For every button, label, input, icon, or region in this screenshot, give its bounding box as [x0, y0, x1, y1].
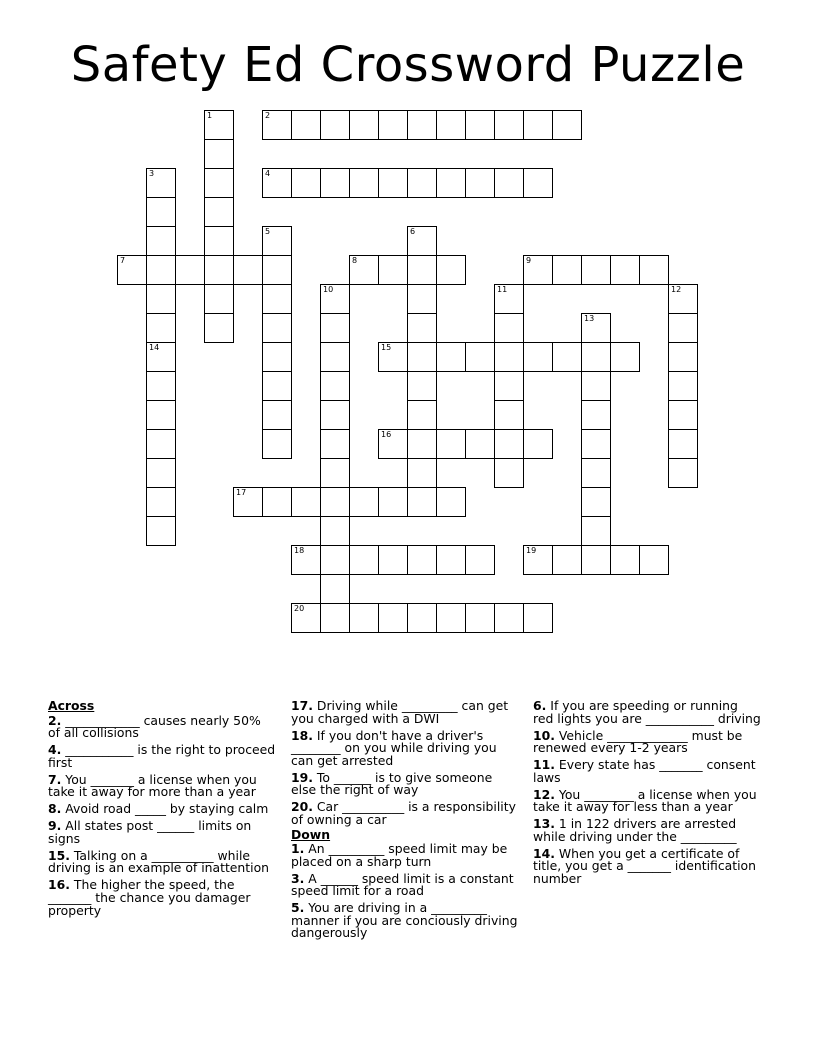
grid-cell[interactable] — [552, 110, 582, 140]
grid-cell[interactable] — [436, 110, 466, 140]
grid-cell[interactable] — [146, 458, 176, 488]
clues-column-1 — [48, 700, 276, 922]
grid-cell[interactable] — [639, 545, 669, 575]
grid-cell[interactable] — [407, 284, 437, 314]
clue-across-8: 8. Avoid road _____ by staying calm — [48, 801, 269, 817]
grid-cell[interactable] — [320, 487, 350, 517]
grid-cell[interactable] — [349, 545, 379, 575]
grid-cell[interactable] — [668, 429, 698, 459]
clues-column-2 — [291, 700, 519, 944]
grid-cell[interactable] — [581, 545, 611, 575]
grid-cell[interactable] — [668, 342, 698, 372]
grid-cell[interactable] — [320, 400, 350, 430]
grid-cell[interactable] — [320, 516, 350, 546]
grid-cell[interactable] — [320, 574, 350, 604]
grid-cell[interactable] — [204, 226, 234, 256]
grid-cell[interactable] — [494, 458, 524, 488]
grid-cell[interactable] — [494, 342, 524, 372]
grid-cell[interactable] — [610, 545, 640, 575]
grid-cell[interactable] — [378, 342, 408, 372]
grid-cell[interactable] — [320, 313, 350, 343]
grid-cell[interactable] — [146, 371, 176, 401]
grid-cell[interactable] — [349, 255, 379, 285]
grid-cell[interactable] — [581, 487, 611, 517]
grid-cell[interactable] — [465, 429, 495, 459]
clue-number-label: 2 — [265, 111, 271, 120]
grid-cell[interactable] — [523, 168, 553, 198]
grid-cell[interactable] — [407, 458, 437, 488]
clue-number-label: 4 — [265, 169, 271, 178]
grid-cell[interactable] — [436, 545, 466, 575]
grid-cell[interactable] — [204, 168, 234, 198]
clue-across-9: 9. All states post ______ limits on signs — [48, 818, 252, 846]
grid-cell[interactable] — [262, 110, 292, 140]
grid-cell[interactable] — [610, 255, 640, 285]
clue-across-20: 20. Car __________ is a responsibility of owning a car — [291, 799, 516, 827]
grid-cell[interactable] — [494, 284, 524, 314]
grid-cell[interactable] — [581, 342, 611, 372]
grid-cell[interactable] — [465, 342, 495, 372]
clue-down-12: 12. You ________ a license when you take it away for less than a year — [533, 786, 757, 815]
grid-cell[interactable] — [320, 110, 350, 140]
grid-cell[interactable] — [494, 313, 524, 343]
page-title: Safety Ed Crossword Puzzle — [70, 37, 746, 93]
grid-cell[interactable] — [465, 603, 495, 633]
clue-number-label: 18 — [294, 546, 305, 555]
clue-number-label: 9 — [526, 256, 532, 265]
grid-cell[interactable] — [146, 400, 176, 430]
grid-cell[interactable] — [523, 545, 553, 575]
grid-cell[interactable] — [465, 168, 495, 198]
clue-number-label: 8 — [352, 256, 358, 265]
grid-cell[interactable] — [407, 342, 437, 372]
grid-cell[interactable] — [668, 400, 698, 430]
grid-cell[interactable] — [262, 168, 292, 198]
grid-cell[interactable] — [146, 516, 176, 546]
grid-cell[interactable] — [349, 487, 379, 517]
grid-cell[interactable] — [581, 255, 611, 285]
grid-cell[interactable] — [291, 545, 321, 575]
grid-cell[interactable] — [349, 603, 379, 633]
grid-cell[interactable] — [668, 371, 698, 401]
grid-cell[interactable] — [117, 255, 147, 285]
grid-cell[interactable] — [378, 168, 408, 198]
grid-cell[interactable] — [494, 400, 524, 430]
grid-cell[interactable] — [233, 487, 263, 517]
grid-cell[interactable] — [552, 545, 582, 575]
grid-cell[interactable] — [494, 110, 524, 140]
clue-across-2: 2. ____________ causes nearly 50% of all collisions — [48, 712, 261, 741]
grid-cell[interactable] — [146, 284, 176, 314]
clue-number-label: 15 — [381, 343, 392, 352]
grid-cell[interactable] — [581, 371, 611, 401]
grid-cell[interactable] — [552, 255, 582, 285]
clue-across-16: 16. The higher the speed, the _______ the chance you damager property — [48, 877, 251, 918]
grid-cell[interactable] — [407, 371, 437, 401]
grid-cell[interactable] — [262, 429, 292, 459]
clue-number-label: 19 — [526, 546, 537, 555]
clue-across-4: 4. ___________ is the right to proceed first — [48, 742, 276, 770]
grid-cell[interactable] — [262, 284, 292, 314]
grid-cell[interactable] — [204, 139, 234, 169]
grid-cell[interactable] — [494, 371, 524, 401]
grid-cell[interactable] — [668, 284, 698, 314]
grid-cell[interactable] — [349, 168, 379, 198]
grid-cell[interactable] — [262, 255, 292, 285]
grid-cell[interactable] — [262, 313, 292, 343]
grid-cell[interactable] — [320, 168, 350, 198]
clue-down-14: 14. When you get a certificate of title, you get a _______ identification number — [533, 845, 756, 887]
grid-cell[interactable] — [204, 197, 234, 227]
grid-cell[interactable] — [320, 603, 350, 633]
grid-cell[interactable] — [407, 487, 437, 517]
clue-across-7: 7. You _______ a license when you take it away for more than a year — [48, 771, 257, 800]
grid-cell[interactable] — [407, 226, 437, 256]
clue-number-label: 3 — [149, 169, 155, 178]
grid-cell[interactable] — [523, 110, 553, 140]
grid-cell[interactable] — [494, 603, 524, 633]
grid-cell[interactable] — [407, 168, 437, 198]
clue-across-18: 18. If you don't have a driver's ________ on you while driving you can get arrested — [291, 727, 497, 768]
clue-number-label: 1 — [207, 111, 213, 120]
grid-cell[interactable] — [378, 487, 408, 517]
grid-cell[interactable] — [465, 545, 495, 575]
across-heading: Across — [48, 698, 95, 713]
clue-down-5: 5. You are driving in a _________ manner if you are conciously driving dangerously — [291, 900, 518, 941]
clue-number-label: 13 — [584, 314, 595, 323]
grid-cell[interactable] — [320, 284, 350, 314]
clue-number-label: 7 — [120, 256, 126, 265]
grid-cell[interactable] — [436, 255, 466, 285]
grid-cell[interactable] — [320, 545, 350, 575]
grid-cell[interactable] — [436, 342, 466, 372]
grid-cell[interactable] — [581, 458, 611, 488]
grid-cell[interactable] — [436, 168, 466, 198]
grid-cell[interactable] — [581, 516, 611, 546]
grid-cell[interactable] — [146, 429, 176, 459]
grid-cell[interactable] — [407, 110, 437, 140]
grid-cell[interactable] — [378, 545, 408, 575]
grid-cell[interactable] — [146, 168, 176, 198]
grid-cell[interactable] — [262, 400, 292, 430]
clue-number-label: 12 — [671, 285, 682, 294]
grid-cell[interactable] — [291, 487, 321, 517]
grid-cell[interactable] — [204, 110, 234, 140]
grid-cell[interactable] — [349, 110, 379, 140]
grid-cell[interactable] — [262, 487, 292, 517]
grid-cell[interactable] — [262, 226, 292, 256]
grid-cell[interactable] — [262, 342, 292, 372]
clue-down-11: 11. Every state has _______ consent laws — [533, 757, 756, 785]
clue-number-label: 20 — [294, 604, 305, 613]
grid-cell[interactable] — [436, 487, 466, 517]
clue-down-13: 13. 1 in 122 drivers are arrested while driving under the _________ — [533, 816, 737, 844]
grid-cell[interactable] — [291, 603, 321, 633]
grid-cell[interactable] — [320, 458, 350, 488]
grid-cell[interactable] — [204, 313, 234, 343]
grid-cell[interactable] — [175, 255, 205, 285]
grid-cell[interactable] — [146, 487, 176, 517]
grid-cell[interactable] — [204, 284, 234, 314]
grid-cell[interactable] — [378, 255, 408, 285]
clue-number-label: 6 — [410, 227, 416, 236]
grid-cell[interactable] — [523, 429, 553, 459]
grid-cell[interactable] — [668, 458, 698, 488]
grid-cell[interactable] — [581, 313, 611, 343]
grid-cell[interactable] — [407, 429, 437, 459]
grid-cell[interactable] — [668, 313, 698, 343]
grid-cell[interactable] — [320, 429, 350, 459]
clue-down-10: 10. Vehicle _____________ must be renewed every 1-2 years — [533, 727, 743, 756]
grid-cell[interactable] — [146, 342, 176, 372]
grid-cell[interactable] — [581, 400, 611, 430]
grid-cell[interactable] — [407, 400, 437, 430]
grid-cell[interactable] — [523, 603, 553, 633]
grid-cell[interactable] — [378, 110, 408, 140]
grid-cell[interactable] — [465, 110, 495, 140]
clue-number-label: 16 — [381, 430, 392, 439]
grid-cell[interactable] — [523, 342, 553, 372]
clue-number-label: 10 — [323, 285, 334, 294]
grid-cell[interactable] — [204, 255, 234, 285]
grid-cell[interactable] — [494, 168, 524, 198]
grid-cell[interactable] — [581, 429, 611, 459]
clue-number-label: 14 — [149, 343, 160, 352]
grid-cell[interactable] — [494, 429, 524, 459]
grid-cell[interactable] — [378, 429, 408, 459]
clue-across-19: 19. To ______ is to give someone else the right of way — [291, 769, 493, 798]
grid-cell[interactable] — [639, 255, 669, 285]
clue-down-3: 3. A ______ speed limit is a constant speed limit for a road — [291, 870, 514, 899]
grid-cell[interactable] — [407, 313, 437, 343]
grid-cell[interactable] — [378, 603, 408, 633]
grid-cell[interactable] — [436, 603, 466, 633]
clue-down-6: 6. If you are speeding or running red lights you are ___________ driving — [533, 698, 761, 726]
grid-cell[interactable] — [320, 342, 350, 372]
grid-cell[interactable] — [146, 226, 176, 256]
grid-cell[interactable] — [320, 371, 350, 401]
clue-number-label: 5 — [265, 227, 271, 236]
grid-cell[interactable] — [262, 371, 292, 401]
grid-cell[interactable] — [146, 313, 176, 343]
grid-cell[interactable] — [146, 255, 176, 285]
grid-cell[interactable] — [610, 342, 640, 372]
grid-cell[interactable] — [523, 255, 553, 285]
grid-cell[interactable] — [407, 255, 437, 285]
grid-cell[interactable] — [407, 545, 437, 575]
grid-cell[interactable] — [146, 197, 176, 227]
clues-column-3 — [533, 700, 761, 890]
grid-cell[interactable] — [291, 168, 321, 198]
clue-across-15: 15. Talking on a __________ while driving is an example of inattention — [48, 847, 270, 876]
clue-number-label: 17 — [236, 488, 247, 497]
clue-number-label: 11 — [497, 285, 508, 294]
down-heading: Down — [291, 826, 331, 842]
grid-cell[interactable] — [291, 110, 321, 140]
grid-cell[interactable] — [552, 342, 582, 372]
grid-cell[interactable] — [233, 255, 263, 285]
clue-across-17: 17. Driving while _________ can get you charged with a DWI — [291, 698, 509, 726]
grid-cell[interactable] — [436, 429, 466, 459]
grid-cell[interactable] — [407, 603, 437, 633]
clue-down-1: 1. An _________ speed limit may be placed on a sharp turn — [291, 841, 508, 869]
